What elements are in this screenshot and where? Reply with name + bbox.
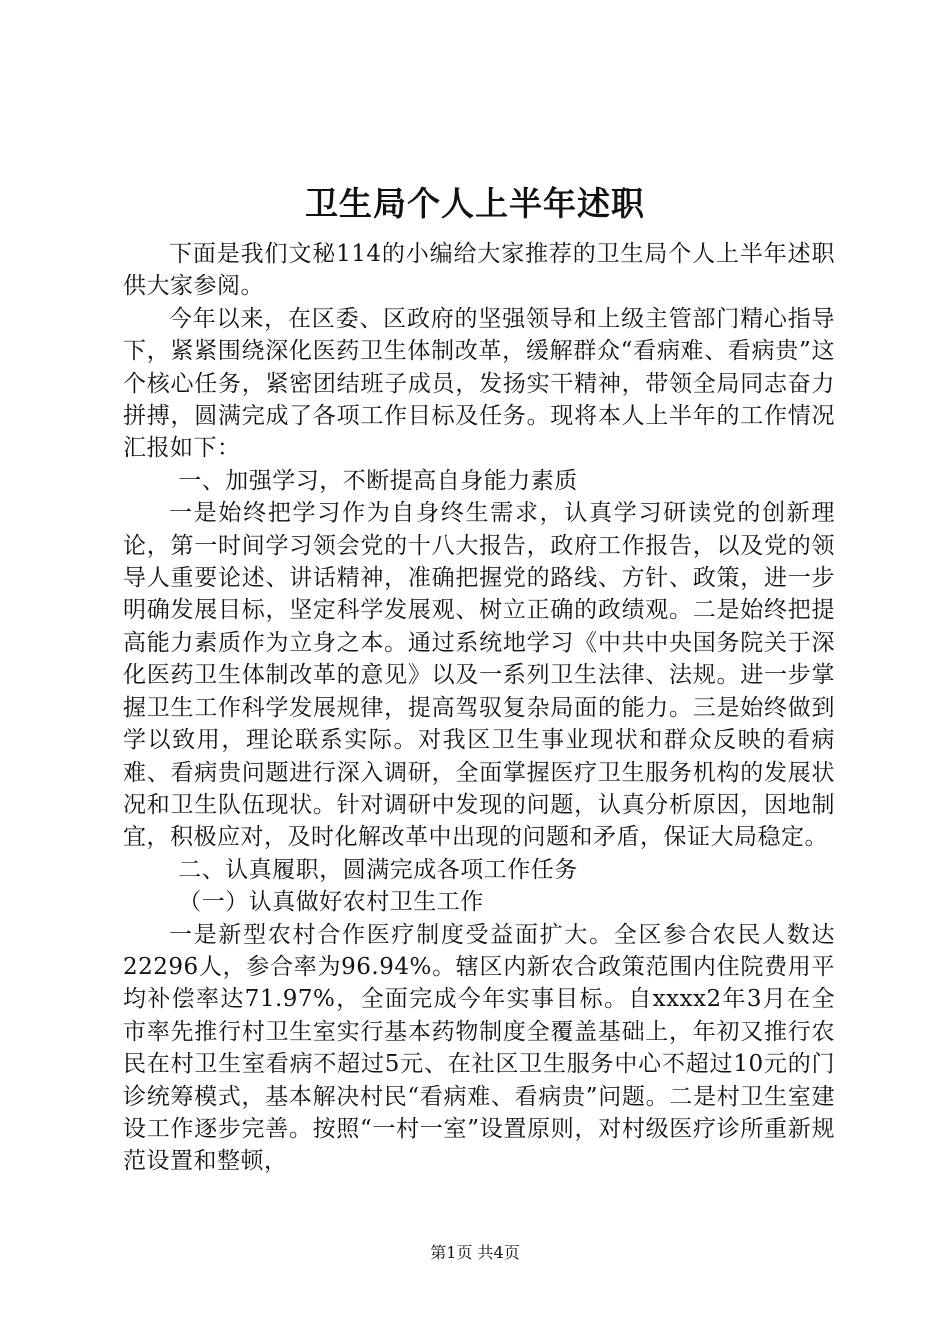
intro-paragraph: 下面是我们文秘114的小编给大家推荐的卫生局个人上半年述职供大家参阅。 [123, 241, 835, 300]
page-number-footer: 第1页 共4页 [430, 1243, 520, 1262]
section-heading-study: 一、加强学习，不断提高自身能力素质 [178, 467, 578, 494]
document-title: 卫生局个人上半年述职 [305, 184, 645, 223]
section-heading-duties: 二、认真履职，圆满完成各项工作任务 [178, 856, 578, 883]
document-body [123, 238, 835, 1178]
subsection-heading-rural: （一）认真做好农村卫生工作 [178, 889, 484, 916]
overview-paragraph: 今年以来，在区委、区政府的坚强领导和上级主管部门精心指导下，紧紧围绕深化医药卫生体制改革，缓解群众“看病难、看病贵”这个核心任务，紧密团结班子成员，发扬实干精神，带领全局同志奋力拼搏，圆满完成了各项工作目标及任务。现将本人上半年的工作情况汇报如下： [123, 305, 835, 462]
rural-health-paragraph: 一是新型农村合作医疗制度受益面扩大。全区参合农民人数达22296人，参合率为96.94%。辖区内新农合政策范围内住院费用平均补偿率达71.97%，全面完成今年实事目标。自xxxx2年3月在全市率先推行村卫生室实行基本药物制度全覆盖基础上，年初又推行农民在村卫生室看病不超过5元、在社区卫生服务中心不超过10元的门诊统筹模式，基本解决村民“看病难、看病贵”问题。二是村卫生室建设工作逐步完善。按照“一村一室”设置原则，对村级医疗诊所重新规范设置和整顿， [123, 921, 835, 1175]
study-paragraph: 一是始终把学习作为自身终生需求，认真学习研读党的创新理论，第一时间学习领会党的十八大报告，政府工作报告，以及党的领导人重要论述、讲话精神，准确把握党的路线、方针、政策，进一步明确发展目标，坚定科学发展观、树立正确的政绩观。二是始终把提高能力素质作为立身之本。通过系统地学习《中共中央国务院关于深化医药卫生体制改革的意见》以及一系列卫生法律、法规。进一步掌握卫生工作科学发展规律，提高驾驭复杂局面的能力。三是始终做到学以致用，理论联系实际。对我区卫生事业现状和群众反映的看病难、看病贵问题进行深入调研，全面掌握医疗卫生服务机构的发展状况和卫生队伍现状。针对调研中发现的问题，认真分析原因，因地制宜，积极应对，及时化解改革中出现的问题和矛盾，保证大局稳定。 [123, 500, 835, 851]
